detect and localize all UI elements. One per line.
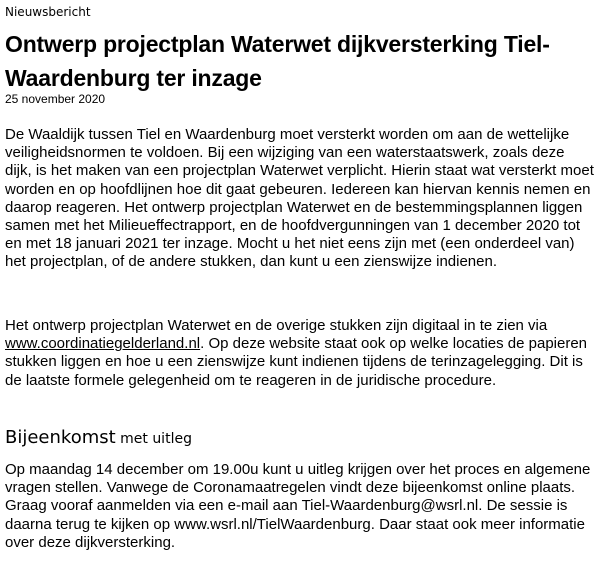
article-title: Ontwerp projectplan Waterwet dijkversterking Tiel-Waardenburg ter inzage xyxy=(5,31,550,91)
paragraph-documents-text-1: Het ontwerp projectplan Waterwet en de overige stukken zijn digitaal in te zien via xyxy=(5,317,548,334)
paragraph-intro: De Waaldijk tussen Tiel en Waardenburg moet versterkt worden om aan de wettelijke veiligheidsnormen te voldoen. Bij een wijziging van een waterstaatswerk, zoals deze dijk, is het maken van een projectplan Waterwet verplicht. Hierin staat wat versterkt moet worden en op hoofdlijnen hoe dit gaat gebeuren. Iedereen kan hiervan kennis nemen en daarop reageren. Het ontwerp projectplan Waterwet en de bestemmingsplannen liggen samen met het Milieueffectrapport, en de hoofdvergunningen van 1 december 2020 tot en met 18 januari 2021 ter inzage. Mocht u het niet eens zijn met (een onderdeel van) het projectplan, of de andere stukken, dan kunt u een zienswijze indienen. xyxy=(5,126,594,271)
paragraph-documents-text-2: . Op deze website staat ook op welke locaties de papieren stukken liggen en hoe u een zienswijze kunt indienen tijdens de terinzagelegging. Dit is de laatste formele gelegenheid om te reageren in de juridische procedure. xyxy=(5,335,588,389)
article-type-label: Nieuwsbericht xyxy=(5,5,91,19)
section-heading-meeting xyxy=(5,427,192,450)
paragraph-documents xyxy=(5,317,595,390)
paragraph-meeting: Op maandag 14 december om 19.00u kunt u uitleg krijgen over het proces en algemene vragen stellen. Vanwege de Coronamaatregelen vindt deze bijeenkomst online plaats. Graag vooraf aanmelden via een e-mail aan Tiel-Waardenburg@wsrl.nl. De sessie is daarna terug te kijken op www.wsrl.nl/TielWaardenburg. Daar staat ook meer informatie over deze dijkversterking. xyxy=(5,461,591,551)
article-date: 25 november 2020 xyxy=(5,92,106,106)
coordinatiegelderland-link[interactable]: www.coordinatiegelderland.nl xyxy=(5,335,201,353)
section-heading-rest: met uitleg xyxy=(115,431,192,447)
section-heading-main: Bijeenkomst xyxy=(5,427,116,448)
